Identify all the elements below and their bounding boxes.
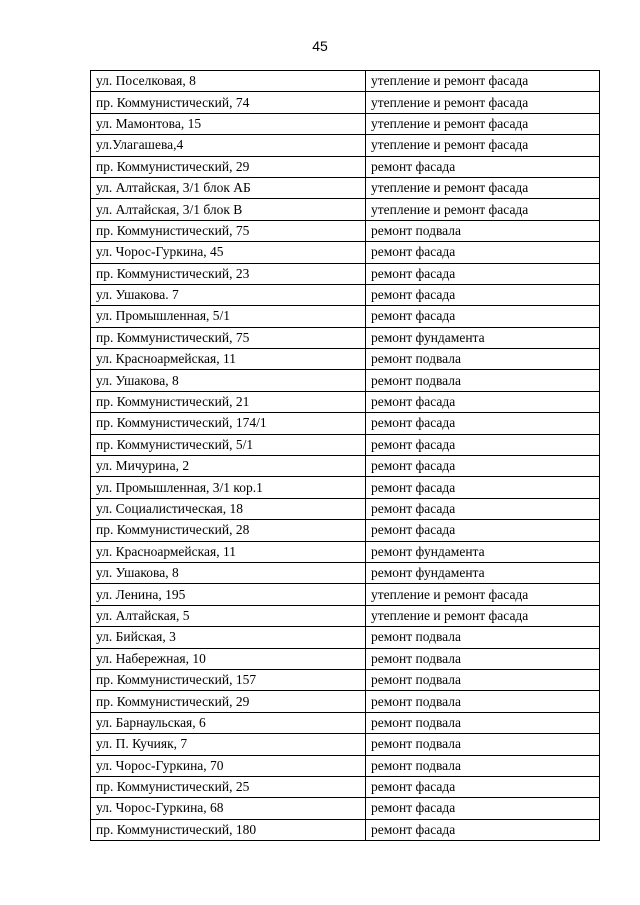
address-cell: ул. Социалистическая, 18 — [91, 498, 366, 519]
address-cell: ул. Чорос-Гуркина, 45 — [91, 242, 366, 263]
work-type-cell: утепление и ремонт фасада — [366, 92, 600, 113]
address-cell: пр. Коммунистический, 174/1 — [91, 413, 366, 434]
work-type-cell: ремонт подвала — [366, 220, 600, 241]
work-type-cell: ремонт фасада — [366, 306, 600, 327]
work-type-cell: утепление и ремонт фасада — [366, 584, 600, 605]
work-type-cell: утепление и ремонт фасада — [366, 605, 600, 626]
work-type-cell: ремонт фундамента — [366, 327, 600, 348]
work-type-cell: ремонт фасада — [366, 798, 600, 819]
table-row — [91, 498, 600, 519]
work-type-cell: ремонт фасада — [366, 434, 600, 455]
table-row — [91, 199, 600, 220]
work-type-cell: ремонт подвала — [366, 370, 600, 391]
address-cell: ул. Чорос-Гуркина, 70 — [91, 755, 366, 776]
table-row — [91, 520, 600, 541]
address-cell: пр. Коммунистический, 23 — [91, 263, 366, 284]
table-row — [91, 477, 600, 498]
address-cell: пр. Коммунистический, 29 — [91, 691, 366, 712]
table-row — [91, 220, 600, 241]
address-cell: пр. Коммунистический, 75 — [91, 220, 366, 241]
work-type-cell: ремонт фасада — [366, 776, 600, 797]
address-cell: ул. Красноармейская, 11 — [91, 541, 366, 562]
page-number: 45 — [312, 38, 328, 54]
work-type-cell: утепление и ремонт фасада — [366, 199, 600, 220]
table-row — [91, 691, 600, 712]
table-row — [91, 284, 600, 305]
address-cell: ул. Промышленная, 5/1 — [91, 306, 366, 327]
address-cell: ул. Поселковая, 8 — [91, 71, 366, 92]
work-type-cell: ремонт фасада — [366, 391, 600, 412]
table-row — [91, 648, 600, 669]
table-row — [91, 755, 600, 776]
table-row — [91, 177, 600, 198]
work-type-cell: ремонт подвала — [366, 648, 600, 669]
address-cell: ул. Мичурина, 2 — [91, 456, 366, 477]
address-cell: пр. Коммунистический, 180 — [91, 819, 366, 840]
table-row — [91, 605, 600, 626]
table-row — [91, 798, 600, 819]
work-type-cell: ремонт подвала — [366, 712, 600, 733]
address-cell: ул. Бийская, 3 — [91, 627, 366, 648]
table-row — [91, 541, 600, 562]
address-cell: ул. Алтайская, 3/1 блок АБ — [91, 177, 366, 198]
table-row — [91, 413, 600, 434]
work-type-cell: ремонт фундамента — [366, 562, 600, 583]
work-type-cell: утепление и ремонт фасада — [366, 113, 600, 134]
table-row — [91, 669, 600, 690]
work-type-cell: ремонт фасада — [366, 477, 600, 498]
table-row — [91, 776, 600, 797]
work-type-cell: ремонт фундамента — [366, 541, 600, 562]
work-type-cell: утепление и ремонт фасада — [366, 135, 600, 156]
work-type-cell: ремонт подвала — [366, 627, 600, 648]
address-cell: пр. Коммунистический, 25 — [91, 776, 366, 797]
work-type-cell: ремонт фасада — [366, 456, 600, 477]
address-cell: ул. Мамонтова, 15 — [91, 113, 366, 134]
work-type-cell: утепление и ремонт фасада — [366, 177, 600, 198]
table-row — [91, 627, 600, 648]
table-row — [91, 434, 600, 455]
address-cell: ул. П. Кучияк, 7 — [91, 734, 366, 755]
work-type-cell: ремонт фасада — [366, 242, 600, 263]
address-cell: ул. Набережная, 10 — [91, 648, 366, 669]
address-cell: пр. Коммунистический, 5/1 — [91, 434, 366, 455]
work-type-cell: ремонт фасада — [366, 156, 600, 177]
table-row — [91, 306, 600, 327]
work-type-cell: ремонт подвала — [366, 734, 600, 755]
work-type-cell: ремонт подвала — [366, 755, 600, 776]
table-row — [91, 562, 600, 583]
work-type-cell: ремонт фасада — [366, 263, 600, 284]
table-row — [91, 156, 600, 177]
work-type-cell: ремонт подвала — [366, 669, 600, 690]
work-type-cell: утепление и ремонт фасада — [366, 71, 600, 92]
work-type-cell: ремонт фасада — [366, 284, 600, 305]
address-cell: ул. Алтайская, 3/1 блок В — [91, 199, 366, 220]
work-type-cell: ремонт фасада — [366, 498, 600, 519]
work-type-cell: ремонт фасада — [366, 520, 600, 541]
table-row — [91, 584, 600, 605]
table-row — [91, 71, 600, 92]
address-cell: ул.Улагашева,4 — [91, 135, 366, 156]
address-cell: ул. Красноармейская, 11 — [91, 349, 366, 370]
address-work-table — [90, 70, 600, 841]
table-row — [91, 819, 600, 840]
table-row — [91, 712, 600, 733]
table-body — [91, 71, 600, 841]
table-row — [91, 135, 600, 156]
table-row — [91, 391, 600, 412]
work-type-cell: ремонт фасада — [366, 413, 600, 434]
table-row — [91, 370, 600, 391]
work-type-cell: ремонт подвала — [366, 691, 600, 712]
table-row — [91, 456, 600, 477]
address-cell: пр. Коммунистический, 74 — [91, 92, 366, 113]
address-cell: пр. Коммунистический, 29 — [91, 156, 366, 177]
work-type-cell: ремонт подвала — [366, 349, 600, 370]
address-cell: ул. Ушакова. 7 — [91, 284, 366, 305]
work-type-cell: ремонт фасада — [366, 819, 600, 840]
table-row — [91, 242, 600, 263]
table-row — [91, 113, 600, 134]
address-cell: ул. Ушакова, 8 — [91, 370, 366, 391]
address-cell: ул. Алтайская, 5 — [91, 605, 366, 626]
address-cell: пр. Коммунистический, 75 — [91, 327, 366, 348]
table-row — [91, 327, 600, 348]
table-row — [91, 92, 600, 113]
address-cell: пр. Коммунистический, 157 — [91, 669, 366, 690]
address-cell: пр. Коммунистический, 28 — [91, 520, 366, 541]
address-cell: ул. Промышленная, 3/1 кор.1 — [91, 477, 366, 498]
address-cell: пр. Коммунистический, 21 — [91, 391, 366, 412]
table-row — [91, 263, 600, 284]
address-cell: ул. Барнаульская, 6 — [91, 712, 366, 733]
address-cell: ул. Ленина, 195 — [91, 584, 366, 605]
table-row — [91, 734, 600, 755]
table-row — [91, 349, 600, 370]
address-cell: ул. Ушакова, 8 — [91, 562, 366, 583]
address-cell: ул. Чорос-Гуркина, 68 — [91, 798, 366, 819]
